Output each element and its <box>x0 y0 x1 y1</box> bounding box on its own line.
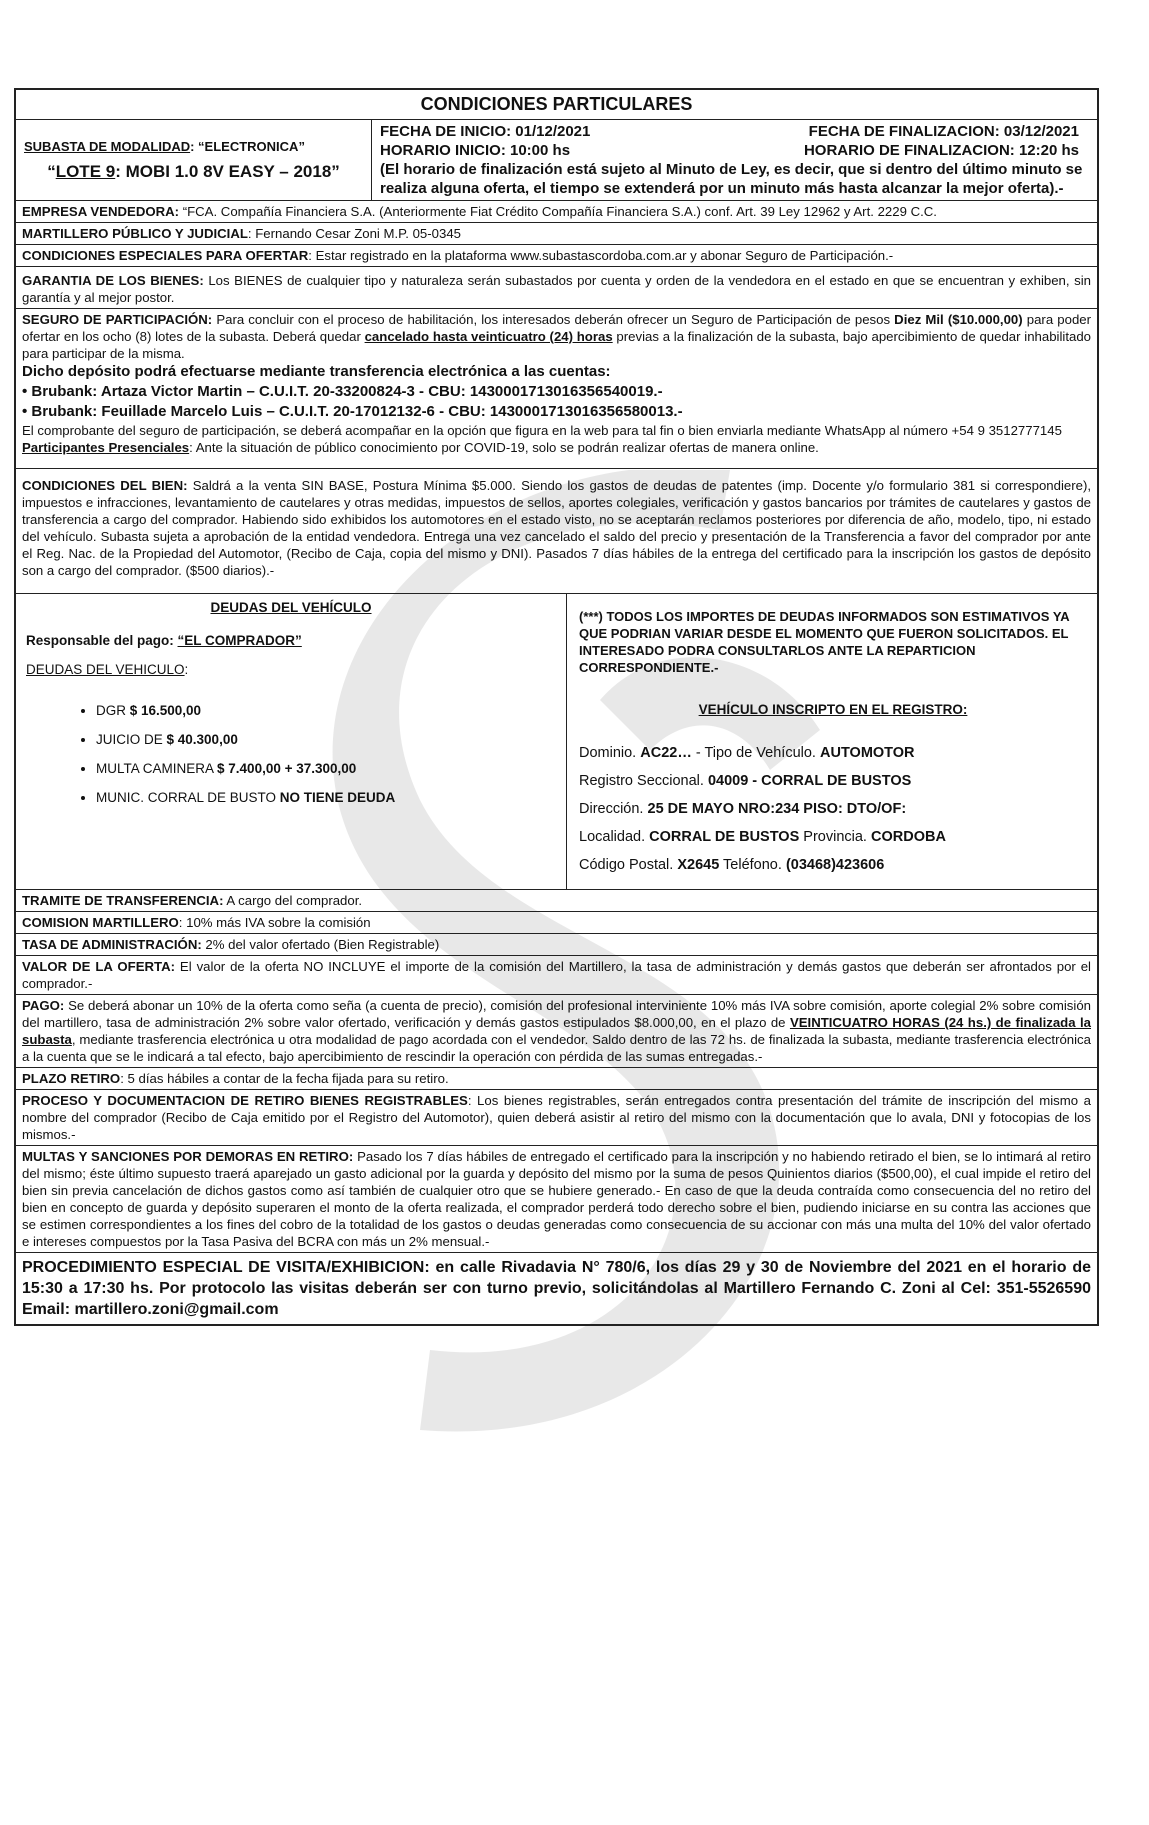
pickup-term-label: PLAZO RETIRO <box>22 1071 121 1086</box>
bank-account-2: • Brubank: Feuillade Marcelo Luis – C.U.I.T. 20-17012132-6 - CBU: 1430001713016356580013.- <box>22 403 683 420</box>
insurance-text-2: para poder ofertar en los ocho (8) lotes de la subasta. Deberá quedar <box>22 312 1092 344</box>
offer-value-label: VALOR DE LA OFERTA: <box>22 959 175 974</box>
postal-code-label: Código Postal. <box>579 857 678 873</box>
pickup-term-text: : 5 días hábiles a contar de la fecha fijada para su retiro. <box>120 1071 449 1086</box>
auctioneer-text: : Fernando Cesar Zoni M.P. 05-0345 <box>247 226 461 241</box>
payment-deadline: VEINTICUATRO HORAS (24 hs.) de finalizada la subasta <box>22 1015 1091 1047</box>
debts-subtitle <box>26 662 556 677</box>
postal-code-value: X2645 <box>677 857 720 873</box>
commission-text: : 10% más IVA sobre la comisión <box>178 915 371 930</box>
asset-conditions-text: Saldrá a la venta SIN BASE, Postura Mínima $5.000. Siendo los gastos de deudas de patentes (imp. Docente y/o formulario 381 si correspondiere), impuestos e infracciones, levantamiento de cautelares y otras medidas, impuestos de sellos, aportes colegiales, verificación y gastos bancarios por trámites de cautelares y gastos de transferencia a cargo del comprador. Habiendo sido exhibidos los automotores en el estado visto, no se aceptarán reclamos posteriores por diferencia de año, modelo, tipo, ni estado del vehículo. Subasta sujeta a aprobación de la entidad vendedora. Entrega una vez cancelado el saldo del precio y presentación de la Transferencia a favor del comprador por ante el Reg. Nac. de la Propiedad del Automotor, (Recibo de Caja, copia del mismo y DNI). Pasados 7 días hábiles de la entrega del certificado para la inscripción los gastos de depósito son a cargo del comprador. ($500 diarios).- <box>22 478 1092 578</box>
guarantee-text: Los BIENES de cualquier tipo y naturaleza serán subastados por cuenta y orden de la vendedora en el estado en que se encuentran y exhiben, sin garantía y al mejor postor. <box>22 273 1091 305</box>
transfer-text: A cargo del comprador. <box>223 893 363 908</box>
lot-number: LOTE 9 <box>55 161 116 181</box>
asset-conditions-row <box>16 469 1097 594</box>
debt-item <box>96 703 556 718</box>
guarantee-label: GARANTIA DE LOS BIENES: <box>22 273 204 288</box>
debt-value: $ 7.400,00 + 37.300,00 <box>217 761 357 776</box>
seller-row <box>16 201 1097 223</box>
pickup-process-text: : Los bienes registrables, serán entregados contra presentación del trámite de inscripción del mismo a nombre del comprador (Recibo de Caja emitido por el Registro del Automotor), quien deberá asistir al retiro del mismo con la documentación que lo avala, DNI y fotocopias de los mismos.- <box>22 1093 1091 1142</box>
vehicle-address-line <box>579 795 1087 823</box>
special-conditions-label: CONDICIONES ESPECIALES PARA OFERTAR <box>22 248 309 263</box>
registry-value: 04009 - CORRAL DE BUSTOS <box>707 773 912 789</box>
debts-panel <box>16 594 567 889</box>
phone-value: (03468)423606 <box>785 857 885 873</box>
auctioneer-row <box>16 223 1097 245</box>
asset-conditions-label: CONDICIONES DEL BIEN: <box>22 478 188 493</box>
admin-fee-label: TASA DE ADMINISTRACIÓN: <box>22 937 202 952</box>
insurance-row <box>16 309 1097 469</box>
payment-responsible-value: “EL COMPRADOR” <box>177 633 302 648</box>
debt-item <box>96 732 556 747</box>
payment-label: PAGO: <box>22 998 65 1013</box>
registry-label: Registro Seccional. <box>579 773 708 789</box>
debt-label: DGR <box>96 703 130 718</box>
vehicle-details <box>579 739 1087 879</box>
debt-label: MULTA CAMINERA <box>96 761 218 776</box>
in-person-label: Participantes Presenciales <box>22 440 190 455</box>
payment-row <box>16 995 1097 1068</box>
domain-label: Dominio. <box>579 745 641 761</box>
vehicle-postal-line <box>579 851 1087 879</box>
seller-text: “FCA. Compañía Financiera S.A. (Anteriormente Fiat Crédito Compañía Financiera S.A.) conf. Art. 39 Ley 12962 y Art. 2229 C.C. <box>179 204 937 219</box>
debts-list <box>26 703 556 805</box>
debt-item <box>96 790 556 805</box>
lot-title <box>24 162 363 182</box>
end-time: HORARIO DE FINALIZACION: 12:20 hs <box>803 142 1079 159</box>
document-title: CONDICIONES PARTICULARES <box>16 90 1097 120</box>
auctioneer-label: MARTILLERO PÚBLICO Y JUDICIAL <box>22 226 248 241</box>
schedule-note: (El horario de finalización está sujeto al Minuto de Ley, es decir, que si dentro del último minuto se realiza alguna oferta, el tiempo se extenderá por un minuto más hasta alcanzar la mejor oferta).- <box>380 161 1083 197</box>
debt-label: MUNIC. CORRAL DE BUSTO <box>96 790 280 805</box>
end-date: FECHA DE FINALIZACION: 03/12/2021 <box>808 123 1079 140</box>
conditions-document <box>14 88 1099 1326</box>
province-value: CORDOBA <box>871 829 946 845</box>
payment-text-1: Se deberá abonar un 10% de la oferta como seña (a cuenta de precio), comisión del profesional interviniente 10% más IVA sobre comisión, aporte colegial 2% sobre comisión del martillero, tasa de administración 2% sobre valor ofertado, verificación y demás gastos estipulados $8.000,00, en el plazo de <box>22 998 1091 1030</box>
pickup-process-label: PROCESO Y DOCUMENTACION DE RETIRO BIENES REGISTRABLES <box>22 1093 468 1108</box>
debt-label: JUICIO DE <box>96 732 167 747</box>
insurance-amount: Diez Mil ($10.000,00) <box>894 312 1023 327</box>
pickup-process-row <box>16 1090 1097 1146</box>
debt-value: $ 16.500,00 <box>129 703 202 718</box>
penalties-label: MULTAS Y SANCIONES POR DEMORAS EN RETIRO: <box>22 1149 354 1164</box>
penalties-text: Pasado los 7 días hábiles de entregado el certificado para la inscripción y no habiendo retirado el bien, se lo intimará al retiro del mismo; éste último supuesto traerá aparejado un gasto adicional por la guarda y depósito del mismo por la suma de pesos Quinientos diarios ($500,00), el cual impide el retiro del bien sin previa cancelación de dichos gastos como así también de cualquier otro que se hubiere generado.- En caso de que la deuda contraída como consecuencia del no retiro del bien en concepto de guarda y depósito superaren el monto de la oferta realizada, el comprador perderá todo derecho sobre el bien, pudiendo iniciarse en su contra las acciones que se estimen correspondientes a los fines del cobro de la totalidad de los gastos o deudas generadas como consecuencia de su accionar con más una multa del 10% del valor ofertado e intereses compuestos por la Tasa Pasiva del BCRA con más un 2% mensual.- <box>22 1149 1091 1249</box>
receipt-note: El comprobante del seguro de participación, se deberá acompañar en la opción que figura en la web para tal fin o bien enviarla mediante WhatsApp al número +54 9 3512777145 <box>22 423 1062 438</box>
debt-item <box>96 761 556 776</box>
payment-responsible-label: Responsable del pago: <box>26 633 178 648</box>
admin-fee-text: 2% del valor ofertado (Bien Registrable) <box>201 937 440 952</box>
type-value: AUTOMOTOR <box>820 745 915 761</box>
vehicle-domain-line <box>579 739 1087 767</box>
province-label: Provincia. <box>799 829 871 845</box>
special-conditions-text: : Estar registrado en la plataforma www.subastascordoba.com.ar y abonar Seguro de Participación.- <box>308 248 894 263</box>
domain-value: AC22… <box>640 745 692 761</box>
deposit-title: Dicho depósito podrá efectuarse mediante transferencia electrónica a las cuentas: <box>22 363 611 380</box>
offer-value-text: El valor de la oferta NO INCLUYE el importe de la comisión del Martillero, la tasa de administración y demás gastos que deberán ser afrontados por el comprador.- <box>22 959 1091 991</box>
auction-schedule <box>372 120 1097 200</box>
insurance-deadline: cancelado hasta veinticuatro (24) horas <box>364 329 613 344</box>
penalties-row <box>16 1146 1097 1253</box>
address-label: Dirección. <box>579 801 648 817</box>
debts-subtitle-colon: : <box>184 662 189 677</box>
payment-text-2: , mediante trasferencia electrónica u otra modalidad de pago acordada con el vendedor. Saldo dentro de las 72 hs. de finalizada la subasta, mediante trasferencia electrónica a la cuenta que se le indicará a tal efecto, bajo apercibimiento de rescindir la operación con pérdida de las sumas entregadas.- <box>22 1032 1091 1064</box>
bank-account-1: • Brubank: Artaza Victor Martin – C.U.I.T. 20-33200824-3 - CBU: 1430001713016356540019.- <box>22 383 663 400</box>
lot-open-quote: “ <box>47 161 56 181</box>
transfer-label: TRAMITE DE TRANSFERENCIA: <box>22 893 224 908</box>
estimate-notice: (***) TODOS LOS IMPORTES DE DEUDAS INFORMADOS SON ESTIMATIVOS YA QUE PODRIAN VARIAR DESDE EL MOMENTO QUE FUERON SOLICITADOS. EL INTERESADO PODRA CONSULTARLOS ANTE LA REPARTICION CORRESPONDIENTE.- <box>579 609 1070 675</box>
debts-subtitle-text: DEUDAS DEL VEHICULO <box>26 662 185 677</box>
admin-fee-row <box>16 934 1097 956</box>
visit-procedure: PROCEDIMIENTO ESPECIAL DE VISITA/EXHIBICION: en calle Rivadavia N° 780/6, los días 29 y 30 de Noviembre del 2021 en el horario de 15:30 a 17:30 hs. Por protocolo las visitas deberán ser con turno previo, solicitándolas al Martillero Fernando C. Zoni al Cel: 351-5526590 Email: martillero.zoni@gmail.com <box>22 1259 1091 1318</box>
transfer-row <box>16 890 1097 912</box>
special-conditions-row <box>16 245 1097 267</box>
auction-mode-label: SUBASTA DE MODALIDAD <box>24 138 191 154</box>
auction-mode <box>24 139 363 154</box>
start-time: HORARIO INICIO: 10:00 hs <box>380 142 571 159</box>
start-date: FECHA DE INICIO: 01/12/2021 <box>380 123 591 140</box>
seller-label: EMPRESA VENDEDORA: <box>22 204 180 219</box>
commission-row <box>16 912 1097 934</box>
vehicle-panel <box>567 594 1097 889</box>
debt-value: $ 40.300,00 <box>166 732 238 747</box>
auction-mode-value: : “ELECTRONICA” <box>190 138 305 154</box>
address-value: 25 DE MAYO NRO:234 PISO: DTO/OF: <box>647 801 907 817</box>
lot-info <box>16 120 372 200</box>
debts-title: DEUDAS DEL VEHÍCULO <box>210 600 372 615</box>
pickup-term-row <box>16 1068 1097 1090</box>
auction-header <box>16 120 1097 201</box>
locality-value: CORRAL DE BUSTOS <box>649 829 800 845</box>
lot-description: : MOBI 1.0 8V EASY – 2018” <box>115 161 340 181</box>
insurance-text-3: previas a la finalización de la subasta, bajo apercibimiento de quedar inhabilitado para participar de la misma. <box>22 329 1091 361</box>
in-person-text: : Ante la situación de público conocimiento por COVID-19, solo se podrán realizar ofertas de manera online. <box>189 440 819 455</box>
payment-responsible <box>26 633 556 648</box>
vehicle-registry-line <box>579 767 1087 795</box>
vehicle-registry-title: VEHÍCULO INSCRIPTO EN EL REGISTRO: <box>698 702 968 717</box>
guarantee-row <box>16 267 1097 309</box>
insurance-text-1: Para concluir con el proceso de habilitación, los interesados deberán ofrecer un Seguro de Participación de pesos <box>212 312 895 327</box>
commission-label: COMISION MARTILLERO <box>22 915 179 930</box>
vehicle-locality-line <box>579 823 1087 851</box>
phone-label: Teléfono. <box>719 857 786 873</box>
debt-value: NO TIENE DEUDA <box>279 790 396 805</box>
insurance-label: SEGURO DE PARTICIPACIÓN: <box>22 312 213 327</box>
debts-vehicle-section <box>16 594 1097 890</box>
locality-label: Localidad. <box>579 829 650 845</box>
type-label: - Tipo de Vehículo. <box>691 745 820 761</box>
offer-value-row <box>16 956 1097 995</box>
